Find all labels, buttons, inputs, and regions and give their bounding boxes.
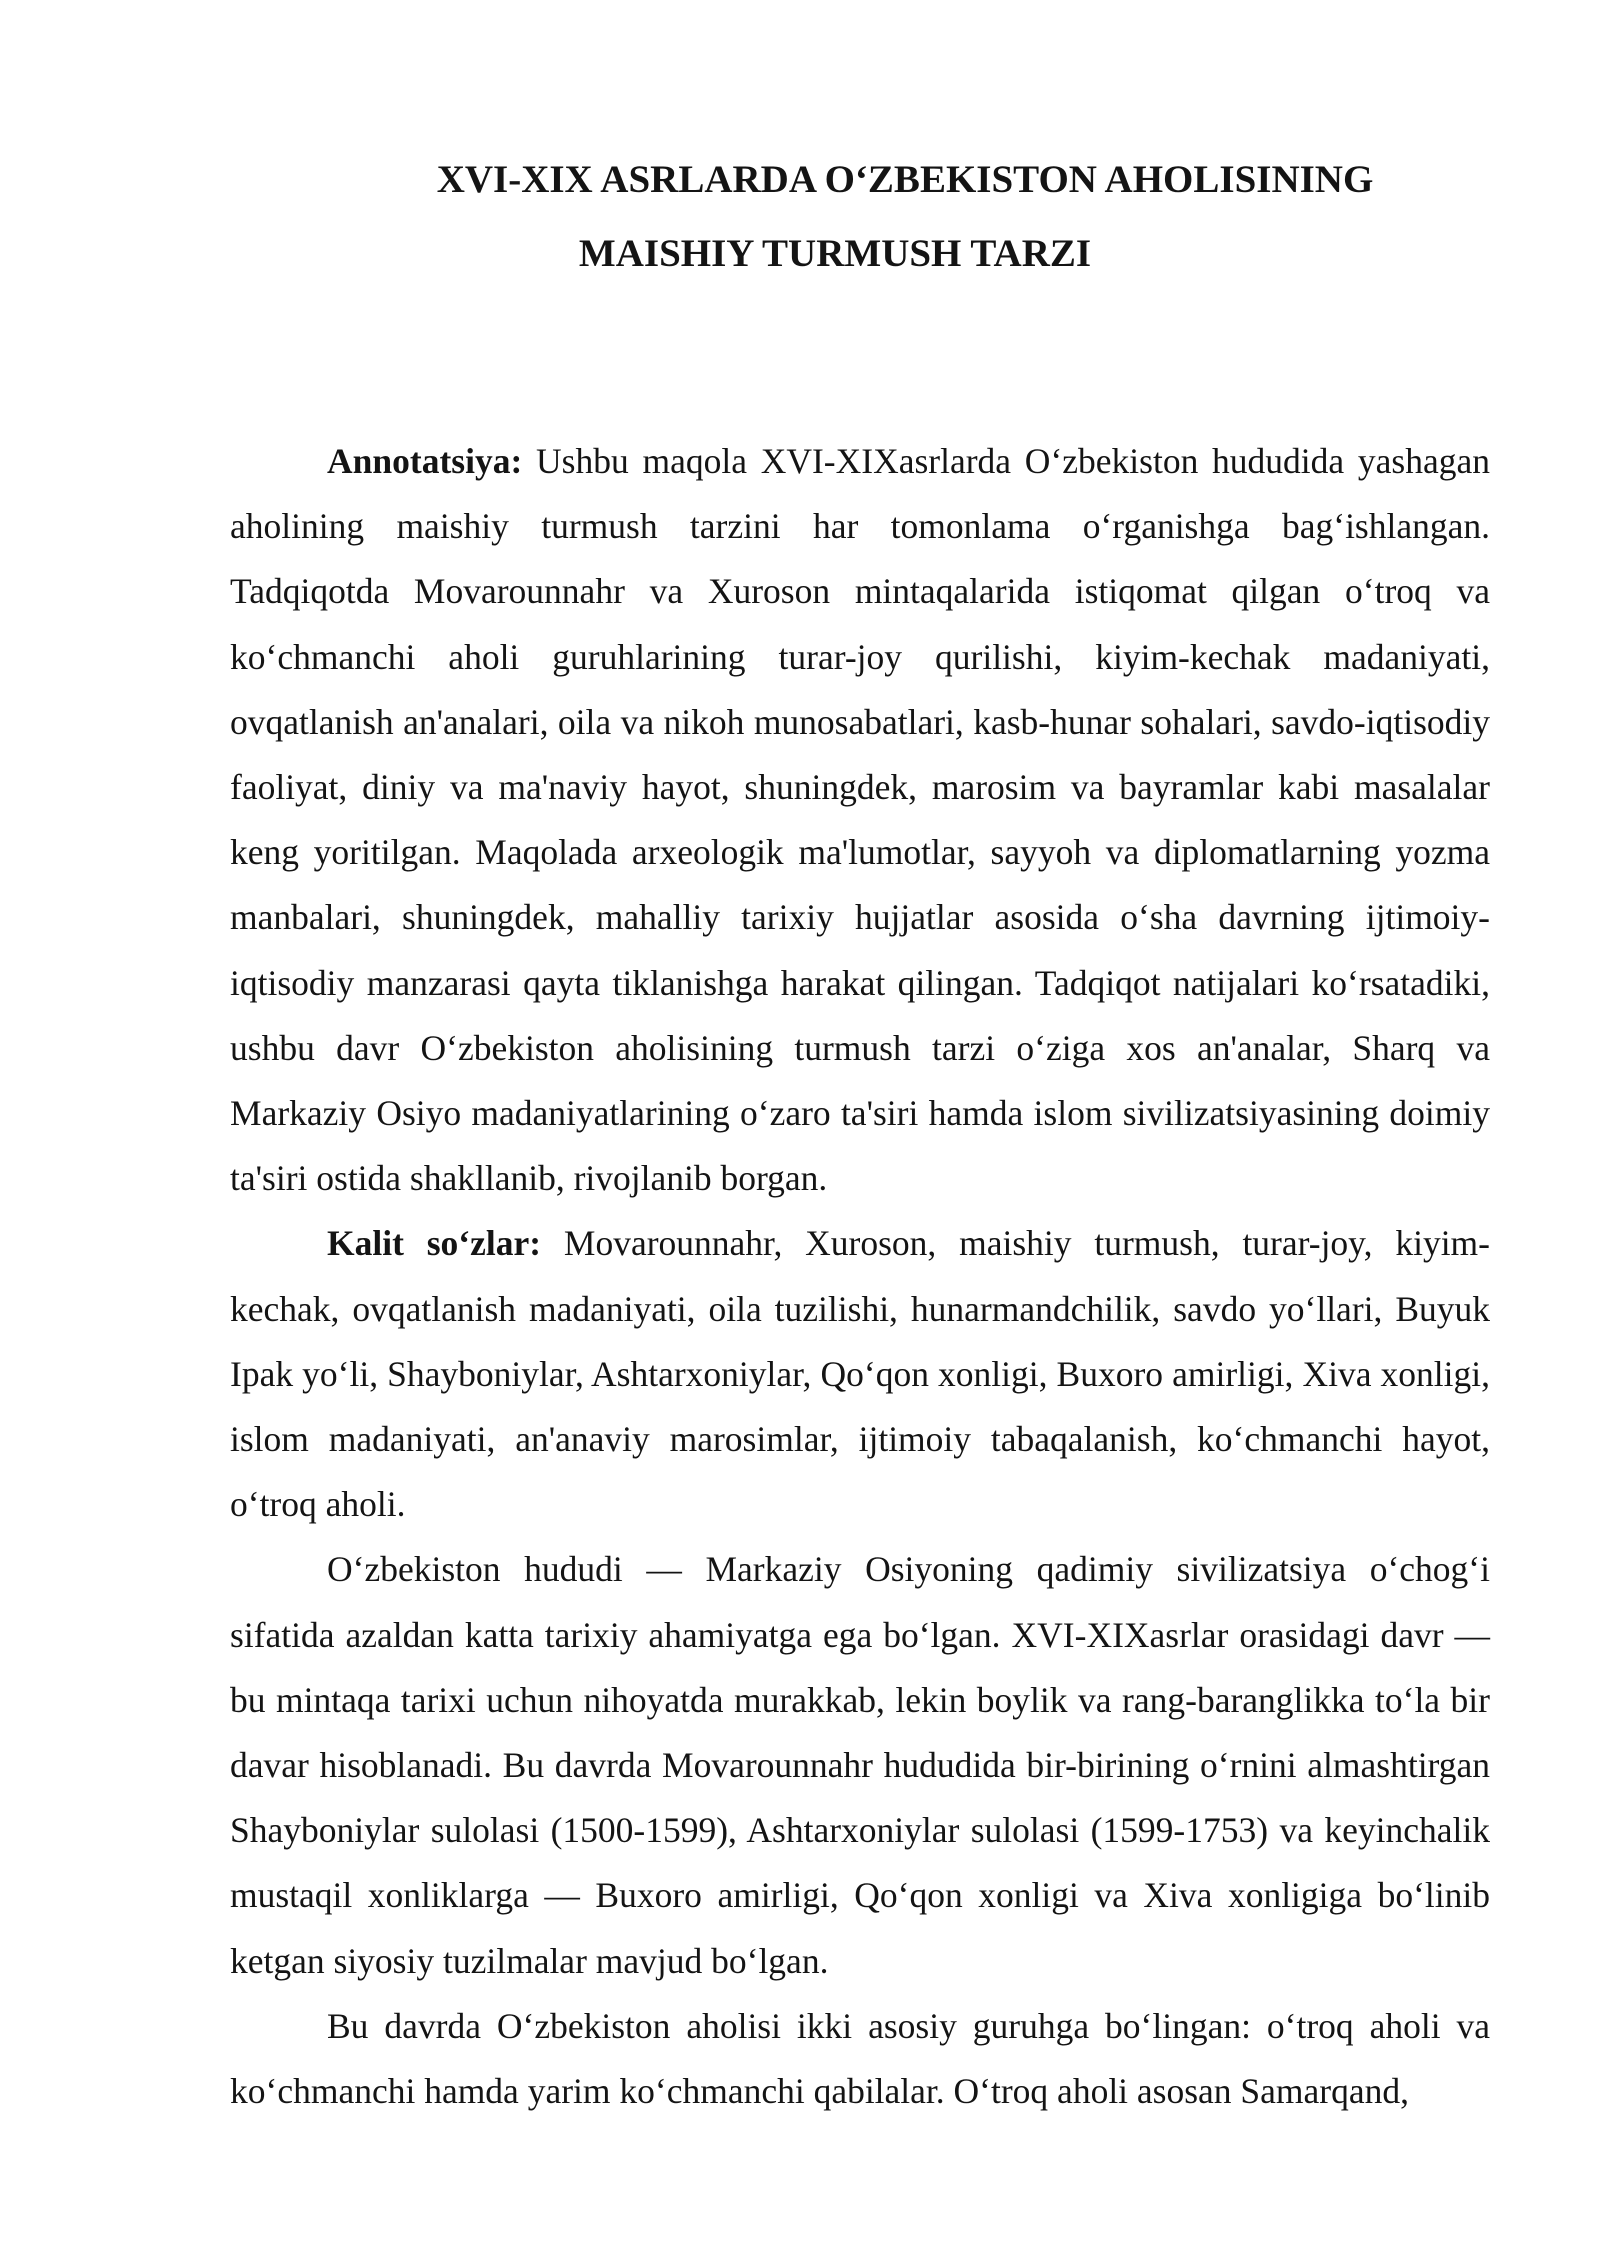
keywords-text: Movarounnahr, Xuroson, maishiy turmush, turar-joy, kiyim-kechak, ovqatlanish madaniyati, oila tuzilishi, hunarmandchilik, savdo yo‘llari, Buyuk Ipak yo‘li, Shayboniylar, Ashtarxoniylar, Qo‘qon xonligi, Buxoro amirligi, Xiva xonligi, islom madaniyati, an'anaviy marosimlar, ijtimoiy tabaqalanish, ko‘chmanchi hayot, o‘troq aholi. <box>230 1223 1490 1525</box>
abstract-text: Ushbu maqola XVI-XIXasrlarda O‘zbekiston hududida yashagan aholining maishiy turmush tarzini har tomonlama o‘rganishga bag‘ishlangan. Tadqiqotda Movarounnahr va Xuroson mintaqalarida istiqomat qilgan o‘troq va ko‘chmanchi aholi guruhlarining turar-joy qurilishi, kiyim-kechak madaniyati, ovqatlanish an'analari, oila va nikoh munosabatlari, kasb-hunar sohalari, savdo-iqtisodiy faoliyat, diniy va ma'naviy hayot, shuningdek, marosim va bayramlar kabi masalalar keng yoritilgan. Maqolada arxeologik ma'lumotlar, sayyoh va diplomatlarning yozma manbalari, shuningdek, mahalliy tarixiy hujjatlar asosida o‘sha davrning ijtimoiy-iqtisodiy manzarasi qayta tiklanishga harakat qilingan. Tadqiqot natijalari ko‘rsatadiki, ushbu davr O‘zbekiston aholisining turmush tarzi o‘ziga xos an'analar, Sharq va Markaziy Osiyo madaniyatlarining o‘zaro ta'siri hamda islom sivilizatsiyasining doimiy ta'siri ostida shakllanib, rivojlanib borgan. <box>230 441 1491 1199</box>
article-body <box>230 429 1490 2124</box>
abstract-label: Annotatsiya: <box>327 441 523 481</box>
keywords-paragraph <box>230 1211 1490 1537</box>
abstract-paragraph <box>230 429 1490 1211</box>
keywords-label: Kalit so‘zlar: <box>327 1223 542 1264</box>
article-title-line-1: XVI-XIX ASRLARDA O‘ZBEKISTON AHOLISINING <box>436 158 1374 201</box>
body-paragraph: O‘zbekiston hududi — Markaziy Osiyoning qadimiy sivilizatsiya o‘chog‘i sifatida azaldan katta tarixiy ahamiyatga ega bo‘lgan. XVI-XIXasrlar orasidagi davr — bu mintaqa tarixi uchun nihoyatda murakkab, lekin boylik va rang-baranglikka to‘la bir davar hisoblanadi. Bu davrda Movarounnahr hududida bir-birining o‘rnini almashtirgan Shayboniylar sulolasi (1500-1599), Ashtarxoniylar sulolasi (1599-1753) va keyinchalik mustaqil xonliklarga — Buxoro amirligi, Qo‘qon xonligi va Xiva xonligiga bo‘linib ketgan siyosiy tuzilmalar mavjud bo‘lgan. <box>230 1549 1490 1981</box>
article-title-line-2: MAISHIY TURMUSH TARZI <box>578 232 1092 275</box>
body-paragraph: Bu davrda O‘zbekiston aholisi ikki asosiy guruhga bo‘lingan: o‘troq aholi va ko‘chmanchi hamda yarim ko‘chmanchi qabilalar. O‘troq aholi asosan Samarqand, <box>230 2005 1490 2112</box>
